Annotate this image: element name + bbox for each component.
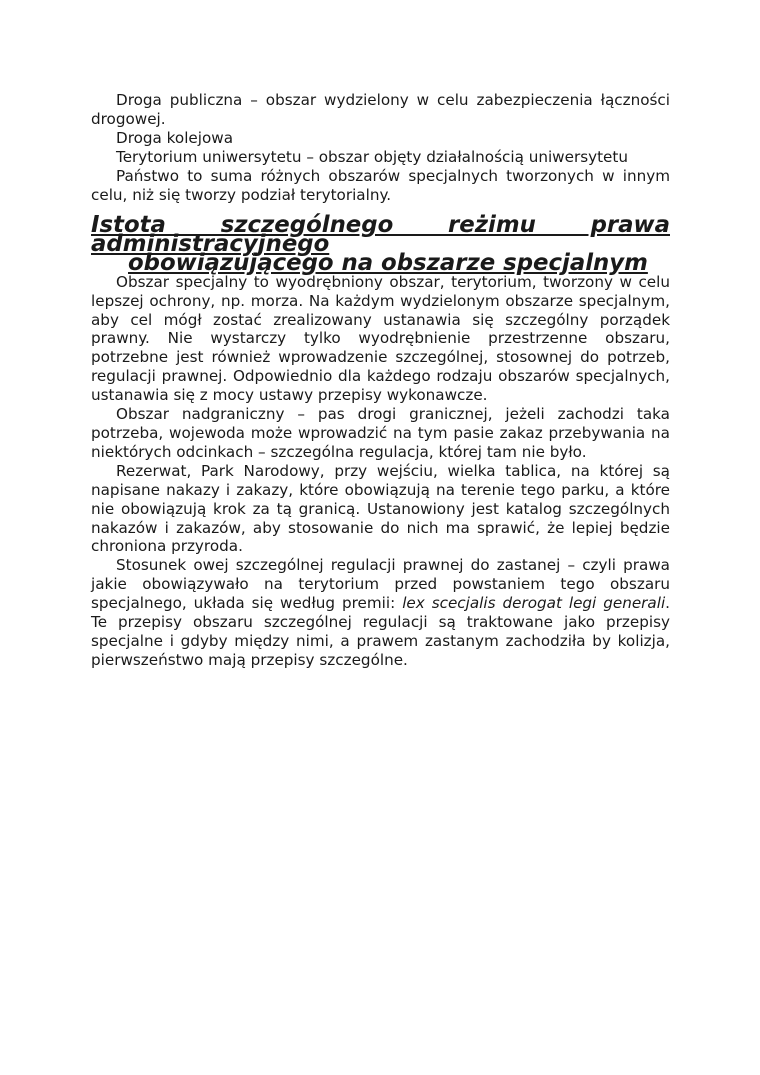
paragraph-droga-kolejowa: Droga kolejowa bbox=[116, 128, 234, 147]
section-heading-line1: Istota szczególnego reżimu prawa administracyjnego bbox=[91, 212, 670, 257]
paragraph-obszar-specjalny: Obszar specjalny to wyodrębniony obszar, terytorium, tworzony w celu lepszej ochrony, np. morza. Na każdym wydzielonym obszarze specjalnym, aby cel mógł zostać zrealizowany ustanawia się szczególny porządek prawny. Nie wystarczy tylko wyodrębnienie przestrzenne obszaru, potrzebne jest również wprowadzenie szczególnej, stosownej do potrzeb, regulacji prawnej. Odpowiednio dla każdego rodzaju obszarów specjalnych, ustanawia się z mocy ustawy przepisy wykonawcze. bbox=[91, 272, 670, 405]
paragraph-panstwo: Państwo to suma różnych obszarów specjalnych tworzonych w innym celu, niż się tworzy podział terytorialny. bbox=[91, 166, 670, 204]
paragraph-obszar-nadgraniczny: Obszar nadgraniczny – pas drogi granicznej, jeżeli zachodzi taka potrzeba, wojewoda może wprowadzić na tym pasie zakaz przebywania na niektórych odcinkach – szczególna regulacja, której tam nie było. bbox=[91, 405, 670, 461]
section-heading bbox=[91, 212, 670, 276]
intro-section bbox=[91, 91, 670, 204]
paragraph-droga-publiczna: Droga publiczna – obszar wydzielony w celu zabezpieczenia łączności drogowej. bbox=[91, 91, 670, 128]
latin-maxim: lex scecjalis derogat legi generali bbox=[402, 594, 666, 613]
stosunek-text-start: Stosunek owej szczególnej regulacji prawnej do zastanej – czyli prawa jakie obowiązywało na terytorium przed powstaniem tego obszaru specjalnego, układa się według premii: bbox=[91, 556, 670, 613]
stosunek-text-end: . Te przepisy obszaru szczególnej regulacji są traktowane jako przepisy specjalne i gdyby między nimi, a prawem zastanym zachodziła by kolizja, pierwszeństwo mają przepisy szczególne. bbox=[91, 594, 670, 669]
paragraph-rezerwat: Rezerwat, Park Narodowy, przy wejściu, wielka tablica, na której są napisane nakazy i zakazy, które obowiązują na terenie tego parku, a które nie obowiązują krok za tą granicą. Ustanowiony jest katalog szczególnych nakazów i zakazów, aby stosowanie do nich ma sprawić, że lepiej będzie chroniona przyroda. bbox=[91, 461, 670, 556]
main-section bbox=[91, 212, 670, 670]
section-heading-line2: obowiązującego na obszarze specjalnym bbox=[128, 249, 648, 276]
paragraph-stosunek bbox=[91, 556, 670, 669]
paragraph-terytorium-uniwersytetu: Terytorium uniwersytetu – obszar objęty działalnością uniwersytetu bbox=[116, 147, 628, 166]
